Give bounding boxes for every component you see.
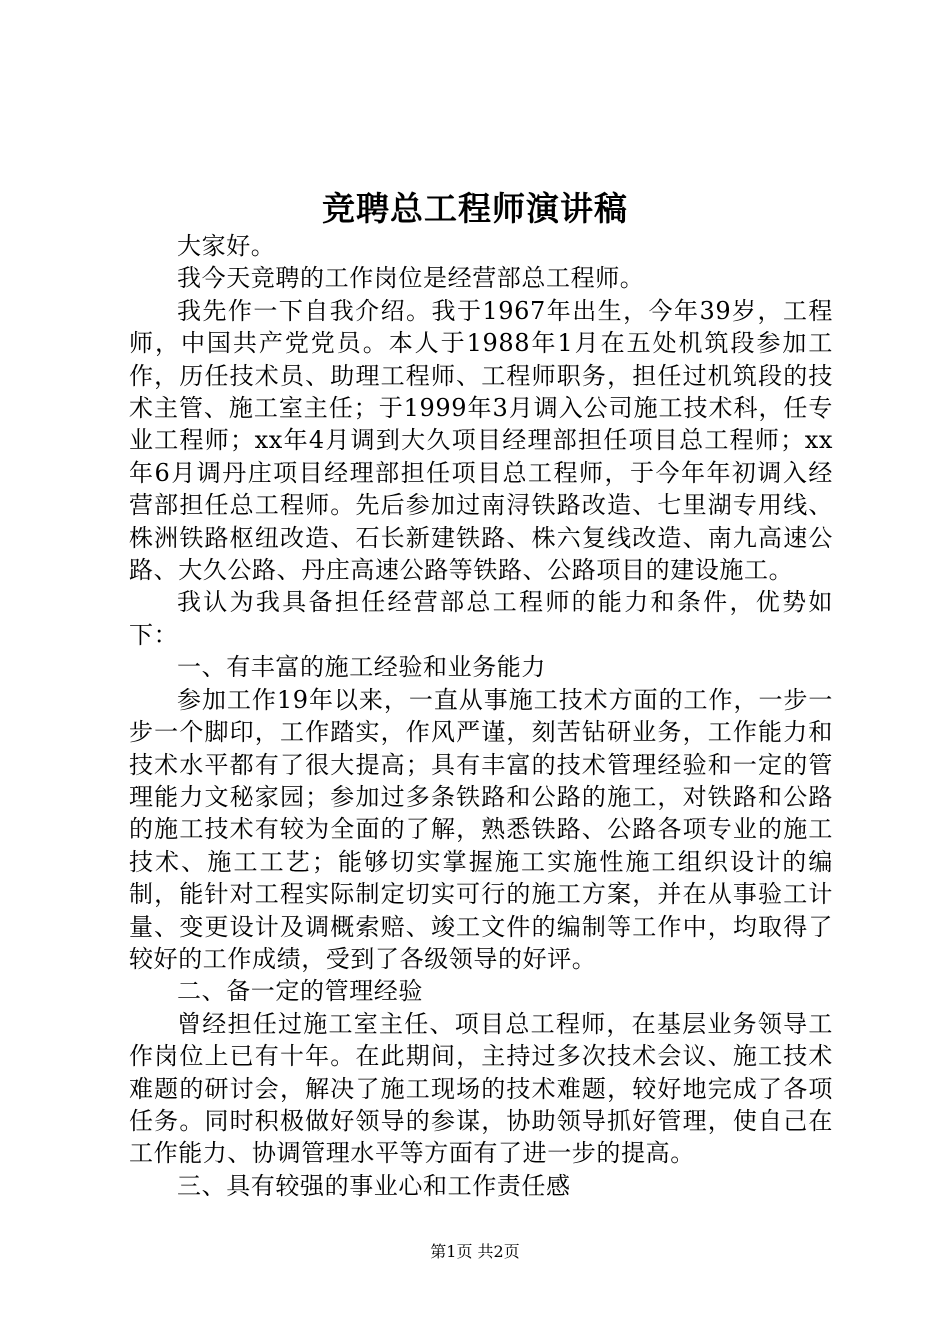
paragraph-greeting: 大家好。 [177,232,276,260]
document-body [129,230,833,1202]
paragraph-experience: 参加工作19年以来，一直从事施工技术方面的工作，一步一步一个脚印，工作踏实，作风严谨，刻苦钻研业务，工作能力和技术水平都有了很大提高；具有丰富的技术管理经验和一定的管理能力文秘家园；参加过多条铁路和公路的施工，对铁路和公路的施工技术有较为全面的了解，熟悉铁路、公路各项专业的施工技术、施工工艺；能够切实掌握施工实施性施工组织设计的编制，能针对工程实际制定切实可行的施工方案，并在从事验工计量、变更设计及调概索赔、竣工文件的编制等工作中，均取得了较好的工作成绩，受到了各级领导的好评。 [129,685,833,973]
paragraph-management: 曾经担任过施工室主任、项目总工程师，在基层业务领导工作岗位上已有十年。在此期间，主持过多次技术会议、施工技术难题的研讨会，解决了施工现场的技术难题，较好地完成了各项任务。同时积极做好领导的参谋，协助领导抓好管理，使自己在工作能力、协调管理水平等方面有了进一步的提高。 [129,1009,833,1168]
section-heading-3: 三、具有较强的事业心和工作责任感 [177,1171,571,1200]
section-heading-1: 一、有丰富的施工经验和业务能力 [177,653,546,682]
page-footer: 第1页 共2页 [430,1242,520,1261]
document-title: 竞聘总工程师演讲稿 [322,189,628,228]
paragraph-self-introduction: 我先作一下自我介绍。我于1967年出生，今年39岁，工程师，中国共产党党员。本人于1988年1月在五处机筑段参加工作，历任技术员、助理工程师、工程师职务，担任过机筑段的技术主管、施工室主任；于1999年3月调入公司施工技术科，任专业工程师；xx年4月调到大久项目经理部担任项目总工程师；xx年6月调丹庄项目经理部担任项目总工程师，于今年年初调入经营部担任总工程师。先后参加过南浔铁路改造、七里湖专用线、株洲铁路枢纽改造、石长新建铁路、株六复线改造、南九高速公路、大久公路、丹庄高速公路等铁路、公路项目的建设施工。 [129,296,833,585]
section-heading-2: 二、备一定的管理经验 [177,977,423,1006]
paragraph-position: 我今天竞聘的工作岗位是经营部总工程师。 [177,264,645,293]
paragraph-qualifications-intro: 我认为我具备担任经营部总工程师的能力和条件，优势如下： [129,588,833,649]
